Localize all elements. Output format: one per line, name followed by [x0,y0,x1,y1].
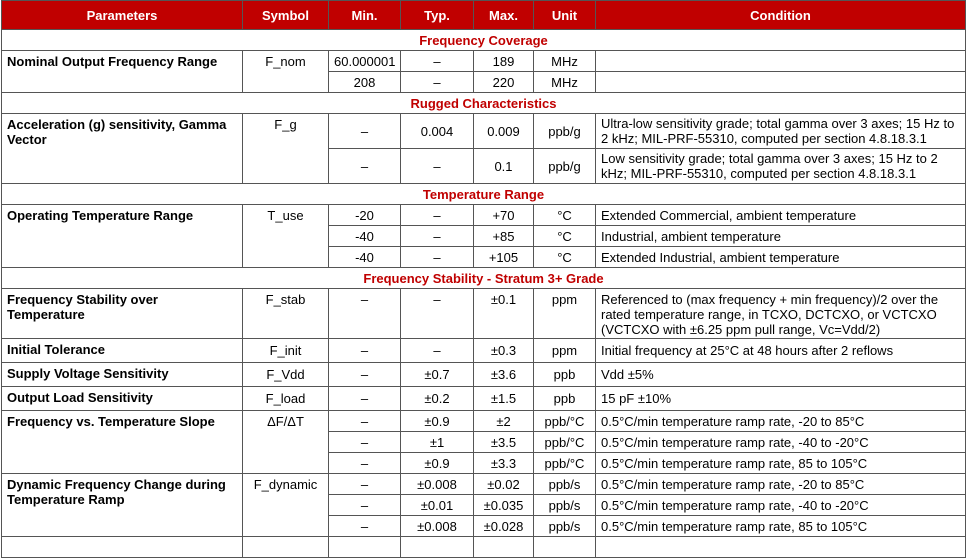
unit-cell: ppb/°C [534,411,596,432]
max-cell: 0.1 [474,149,534,184]
section-frequency-stability: Frequency Stability - Stratum 3+ Grade [2,268,966,289]
symbol-cell: T_use [243,205,329,268]
unit-cell: ppm [534,289,596,339]
header-condition: Condition [596,1,966,30]
symbol-cell: F_Vdd [243,363,329,387]
specifications-table [1,0,966,558]
param-name: Supply Voltage Sensitivity [2,363,243,387]
table-row [2,205,966,226]
table-row [2,339,966,363]
symbol-cell: F_init [243,339,329,363]
table-row [2,289,966,339]
max-cell: ±3.3 [474,453,534,474]
table-row [2,363,966,387]
condition-cell: Vdd ±5% [596,363,966,387]
max-cell: ±0.02 [474,474,534,495]
header-min: Min. [329,1,401,30]
min-cell: 60.000001 [329,51,401,72]
unit-cell: °C [534,247,596,268]
table-row [2,387,966,411]
symbol-cell: F_load [243,387,329,411]
typ-cell: – [401,226,474,247]
max-cell: +70 [474,205,534,226]
unit-cell: MHz [534,51,596,72]
min-cell: – [329,474,401,495]
typ-cell: – [401,72,474,93]
param-name: Nominal Output Frequency Range [2,51,243,93]
unit-cell: °C [534,226,596,247]
min-cell: – [329,289,401,339]
typ-cell: – [401,247,474,268]
typ-cell: ±0.01 [401,495,474,516]
min-cell: – [329,516,401,537]
max-cell: ±0.028 [474,516,534,537]
symbol-cell: ΔF/ΔT [243,411,329,474]
min-cell: – [329,387,401,411]
unit-cell: ppb/s [534,516,596,537]
condition-cell: 0.5°C/min temperature ramp rate, -20 to 85°C [596,411,966,432]
symbol-cell: F_g [243,114,329,184]
condition-cell: 0.5°C/min temperature ramp rate, -20 to 85°C [596,474,966,495]
condition-cell: Initial frequency at 25°C at 48 hours after 2 reflows [596,339,966,363]
max-cell: ±1.5 [474,387,534,411]
param-name: Dynamic Frequency Change during Temperature Ramp [2,474,243,537]
condition-cell: 0.5°C/min temperature ramp rate, 85 to 105°C [596,516,966,537]
param-name: Frequency vs. Temperature Slope [2,411,243,474]
condition-cell: Ultra-low sensitivity grade; total gamma over 3 axes; 15 Hz to 2 kHz; MIL-PRF-55310, computed per section 4.8.18.3.1 [596,114,966,149]
condition-cell [596,51,966,72]
unit-cell: ppb/s [534,474,596,495]
unit-cell: °C [534,205,596,226]
max-cell: ±0.3 [474,339,534,363]
condition-cell: Low sensitivity grade; total gamma over 3 axes; 15 Hz to 2 kHz; MIL-PRF-55310, computed per section 4.8.18.3.1 [596,149,966,184]
symbol-cell: F_nom [243,51,329,93]
max-cell: +85 [474,226,534,247]
max-cell: +105 [474,247,534,268]
condition-cell: Industrial, ambient temperature [596,226,966,247]
typ-cell: – [401,51,474,72]
section-rugged-characteristics: Rugged Characteristics [2,93,966,114]
condition-cell: 0.5°C/min temperature ramp rate, 85 to 105°C [596,453,966,474]
header-typ: Typ. [401,1,474,30]
max-cell: ±3.6 [474,363,534,387]
condition-cell: Extended Industrial, ambient temperature [596,247,966,268]
param-name: Acceleration (g) sensitivity, Gamma Vector [2,114,243,184]
table-row [2,411,966,432]
unit-cell: ppb/°C [534,453,596,474]
typ-cell: – [401,339,474,363]
typ-cell: ±1 [401,432,474,453]
min-cell: – [329,453,401,474]
max-cell: 189 [474,51,534,72]
min-cell: -40 [329,226,401,247]
header-max: Max. [474,1,534,30]
max-cell: 220 [474,72,534,93]
table-row [2,114,966,149]
section-frequency-coverage: Frequency Coverage [2,30,966,51]
typ-cell: ±0.008 [401,474,474,495]
min-cell: – [329,432,401,453]
condition-cell: 0.5°C/min temperature ramp rate, -40 to -20°C [596,432,966,453]
param-name: Output Load Sensitivity [2,387,243,411]
typ-cell: ±0.7 [401,363,474,387]
table-row [2,537,966,558]
condition-cell: Referenced to (max frequency + min frequency)/2 over the rated temperature range, in TCXO, DCTCXO, or VCTCXO (VCTCXO with ±6.25 ppm pull range, Vc=Vdd/2) [596,289,966,339]
unit-cell: ppb/°C [534,432,596,453]
section-temperature-range: Temperature Range [2,184,966,205]
typ-cell: ±0.008 [401,516,474,537]
typ-cell: 0.004 [401,114,474,149]
condition-cell: 15 pF ±10% [596,387,966,411]
min-cell: 208 [329,72,401,93]
min-cell: -40 [329,247,401,268]
symbol-cell: F_dynamic [243,474,329,537]
header-symbol: Symbol [243,1,329,30]
min-cell: – [329,411,401,432]
unit-cell: MHz [534,72,596,93]
typ-cell: ±0.9 [401,453,474,474]
unit-cell: ppb/g [534,149,596,184]
condition-cell: Extended Commercial, ambient temperature [596,205,966,226]
min-cell: – [329,114,401,149]
typ-cell: – [401,205,474,226]
header-unit: Unit [534,1,596,30]
header-parameters: Parameters [2,1,243,30]
unit-cell: ppm [534,339,596,363]
param-name: Operating Temperature Range [2,205,243,268]
unit-cell: ppb [534,387,596,411]
min-cell: – [329,363,401,387]
table-row [2,51,966,72]
max-cell: 0.009 [474,114,534,149]
typ-cell: ±0.2 [401,387,474,411]
header-row [2,1,966,30]
max-cell: ±0.035 [474,495,534,516]
typ-cell: – [401,149,474,184]
min-cell: – [329,339,401,363]
unit-cell: ppb/s [534,495,596,516]
min-cell: -20 [329,205,401,226]
max-cell: ±3.5 [474,432,534,453]
min-cell: – [329,149,401,184]
param-name: Initial Tolerance [2,339,243,363]
max-cell: ±2 [474,411,534,432]
param-name: Frequency Stability over Temperature [2,289,243,339]
condition-cell: 0.5°C/min temperature ramp rate, -40 to -20°C [596,495,966,516]
unit-cell: ppb/g [534,114,596,149]
typ-cell: ±0.9 [401,411,474,432]
typ-cell: – [401,289,474,339]
condition-cell [596,72,966,93]
table-row [2,474,966,495]
min-cell: – [329,495,401,516]
max-cell: ±0.1 [474,289,534,339]
symbol-cell: F_stab [243,289,329,339]
unit-cell: ppb [534,363,596,387]
